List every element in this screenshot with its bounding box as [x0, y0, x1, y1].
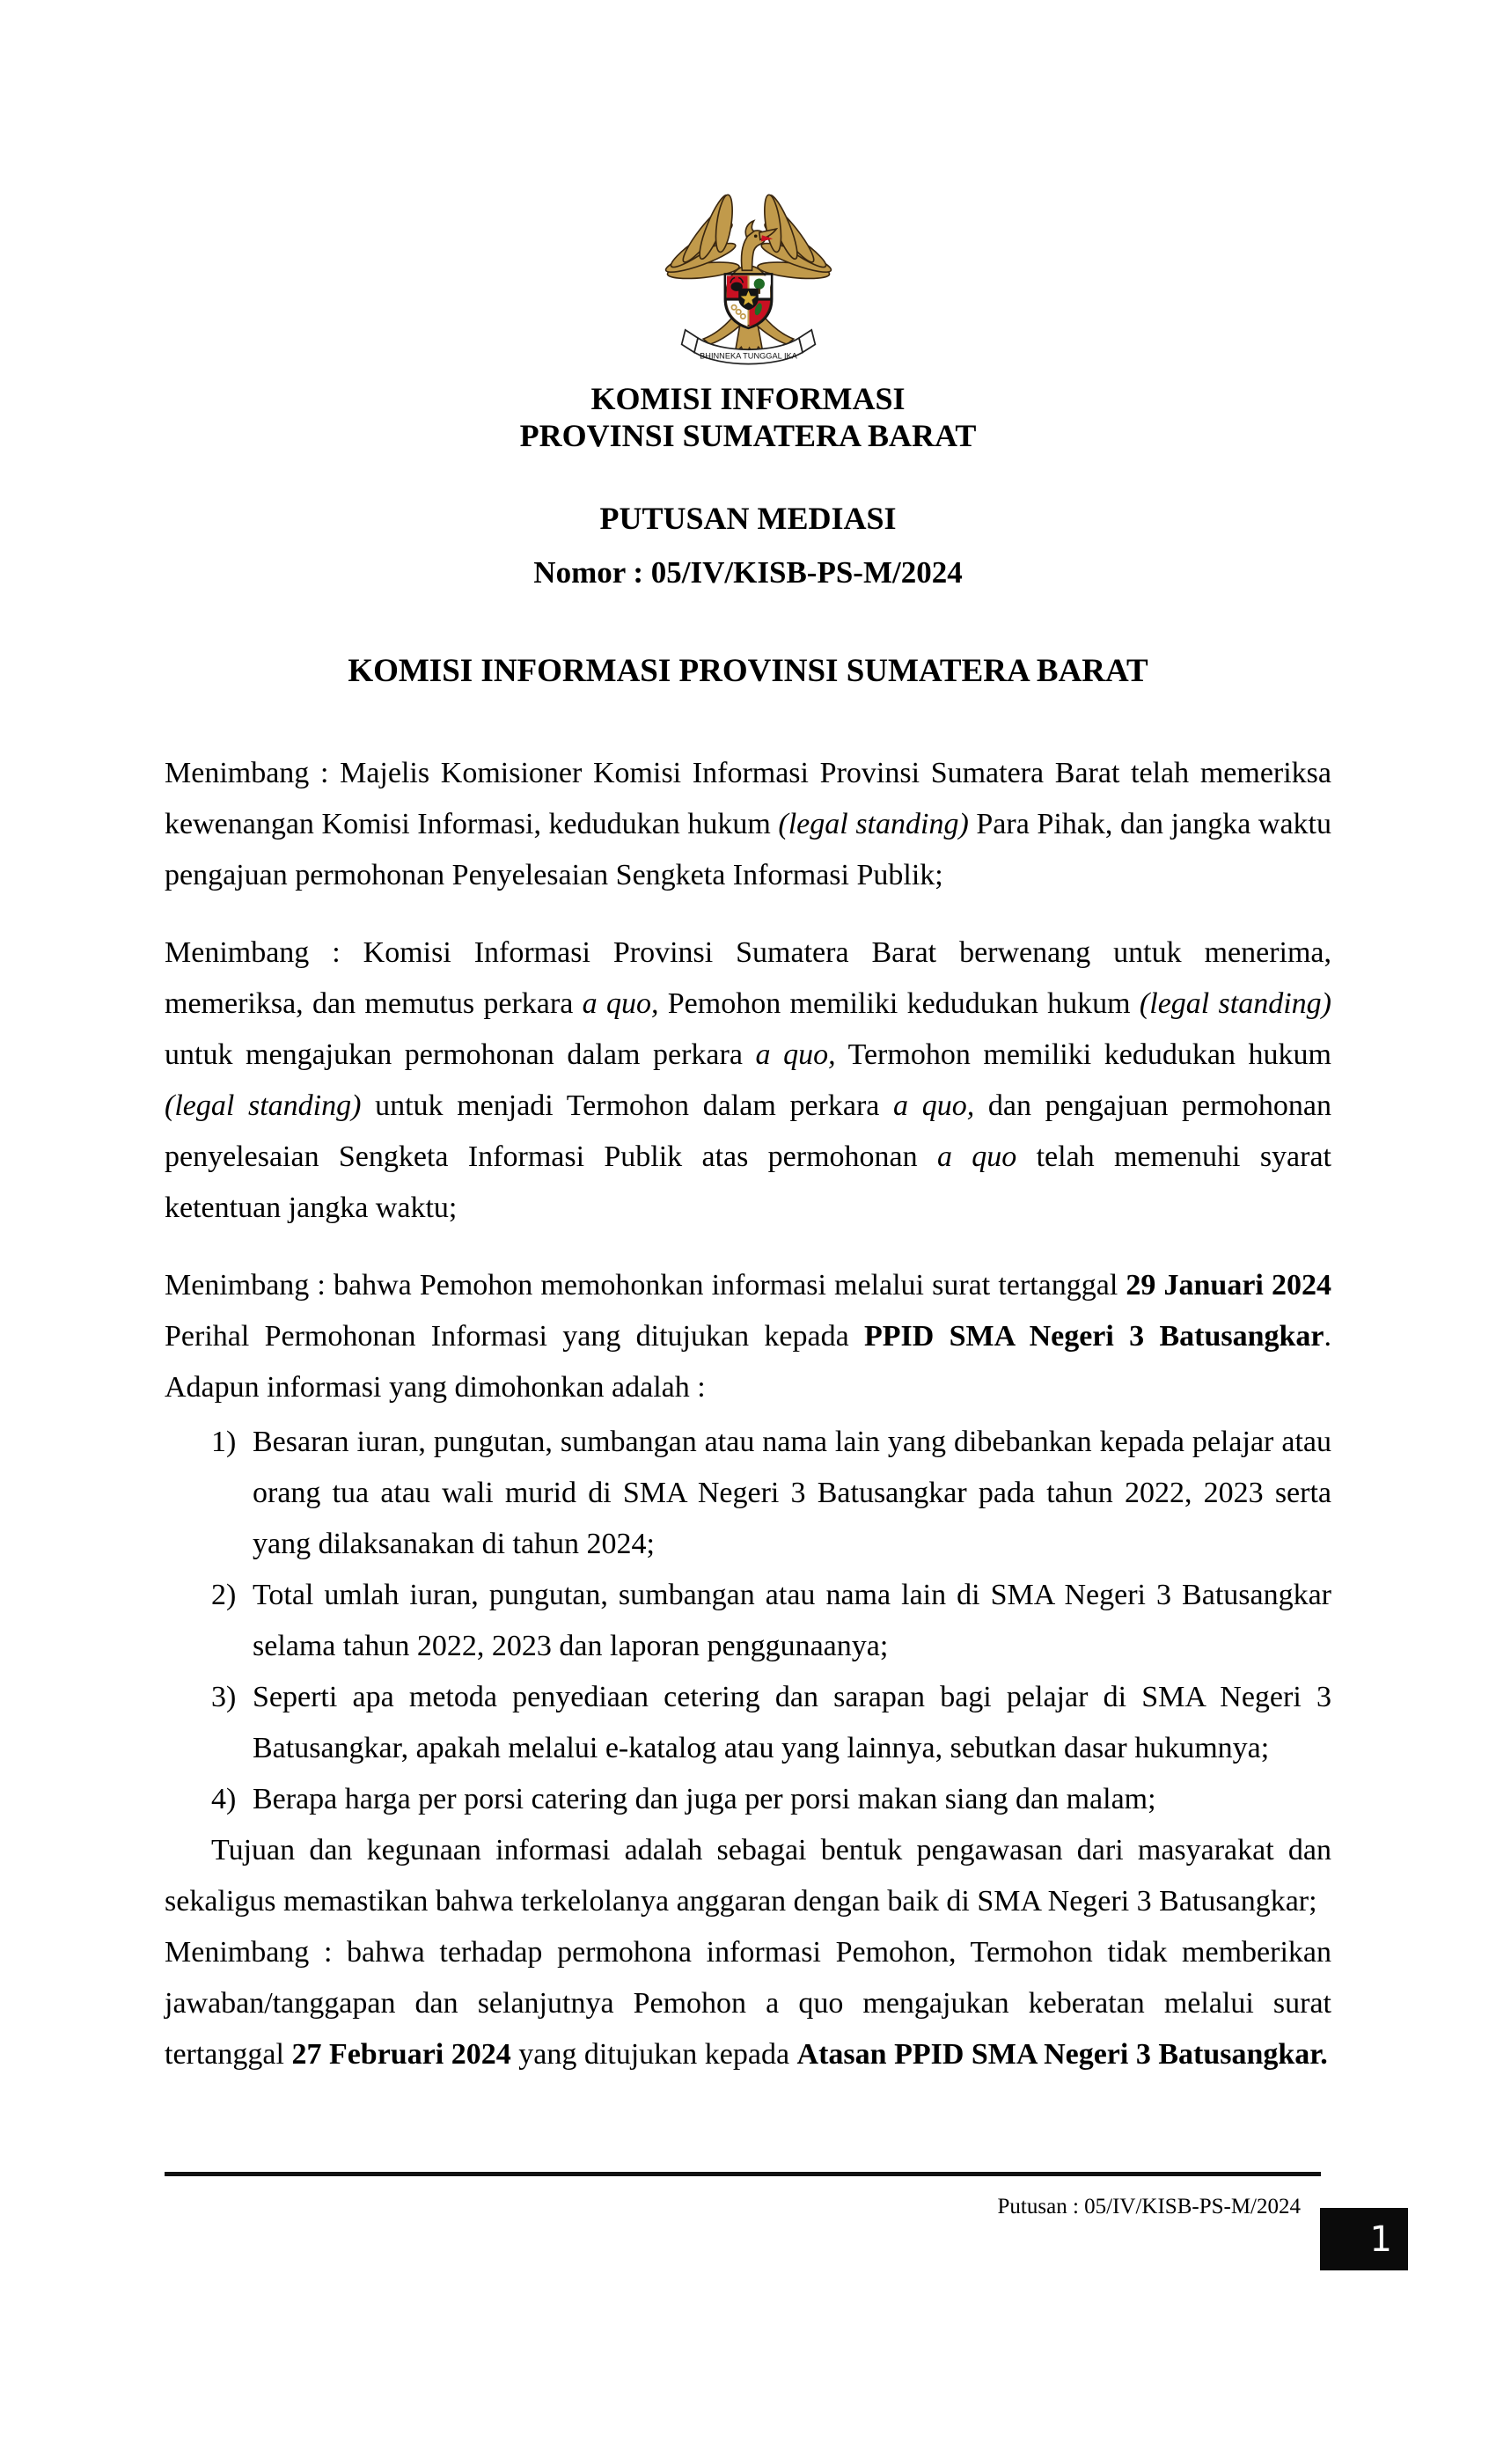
page-number-box	[1320, 2208, 1408, 2270]
footer-reference: Putusan : 05/IV/KISB-PS-M/2024	[997, 2195, 1301, 2218]
organization-name-line2: PROVINSI SUMATERA BARAT	[519, 418, 977, 453]
paragraph-menimbang-3: Menimbang : bahwa Pemohon memohonkan informasi melalui surat tertanggal 29 Januari 2024 Perihal Permohonan Informasi yang ditujukan kepada PPID SMA Negeri 3 Batusangkar. Adapun informasi yang dimohonkan adalah :	[165, 1269, 1332, 1404]
list-item-1-number: 1)	[211, 1426, 237, 1458]
list-item-3-text: Seperti apa metoda penyediaan cetering dan sarapan bagi pelajar di SMA Negeri 3 Batusangkar, apakah melalui e-katalog atau yang lainnya, sebutkan dasar hukumnya;	[253, 1681, 1331, 1764]
organization-name-line1: KOMISI INFORMASI	[590, 381, 906, 416]
list-item-1-text: Besaran iuran, pungutan, sumbangan atau nama lain yang dibebankan kepada pelajar atau orang tua atau wali murid di SMA Negeri 3 Batusangkar pada tahun 2022, 2023 serta yang dilaksanakan di tahun 2024;	[253, 1426, 1331, 1560]
paragraph-menimbang-2: Menimbang : Komisi Informasi Provinsi Sumatera Barat berwenang untuk menerima, memeriksa, dan memutus perkara a quo, Pemohon memiliki kedudukan hukum (legal standing) untuk mengajukan permohonan dalam perkara a quo, Termohon memiliki kedudukan hukum (legal standing) untuk menjadi Termohon dalam perkara a quo, dan pengajuan permohonan penyelesaian Sengketa Informasi Publik atas permohonan a quo telah memenuhi syarat ketentuan jangka waktu;	[165, 936, 1332, 1224]
list-item-2-text: Total umlah iuran, pungutan, sumbangan atau nama lain di SMA Negeri 3 Batusangkar selama tahun 2022, 2023 dan laporan penggunaanya;	[253, 1579, 1331, 1662]
footer-divider	[165, 2172, 1321, 2176]
paragraph-menimbang-4: Menimbang : bahwa terhadap permohona informasi Pemohon, Termohon tidak memberikan jawaban/tanggapan dan selanjutnya Pemohon a quo mengajukan keberatan melalui surat tertanggal 27 Februari 2024 yang ditujukan kepada Atasan PPID SMA Negeri 3 Batusangkar.	[165, 1936, 1331, 2071]
paragraph-tujuan: Tujuan dan kegunaan informasi adalah sebagai bentuk pengawasan dari masyarakat dan sekaligus memastikan bahwa terkelolanya anggaran dengan baik di SMA Negeri 3 Batusangkar;	[165, 1834, 1331, 1918]
document-title: PUTUSAN MEDIASI	[599, 501, 897, 536]
list-item-4-text: Berapa harga per porsi catering dan juga per porsi makan siang dan malam;	[253, 1783, 1156, 1815]
list-item-4	[165, 1774, 1331, 1825]
section-heading: KOMISI INFORMASI PROVINSI SUMATERA BARAT	[348, 653, 1148, 689]
document-content	[165, 0, 1331, 2080]
requested-information-list	[165, 1417, 1331, 1825]
list-item-2	[165, 1570, 1331, 1672]
organization-title	[165, 380, 1331, 454]
list-item-3	[165, 1672, 1331, 1774]
list-item-3-number: 3)	[211, 1681, 237, 1713]
paragraph-menimbang-1: Menimbang : Majelis Komisioner Komisi Informasi Provinsi Sumatera Barat telah memeriksa kewenangan Komisi Informasi, kedudukan hukum (legal standing) Para Pihak, dan jangka waktu pengajuan permohonan Penyelesaian Sengketa Informasi Publik;	[165, 757, 1331, 891]
document-number: Nomor : 05/IV/KISB-PS-M/2024	[533, 555, 963, 590]
page-number: 1	[1369, 2218, 1392, 2260]
list-item-2-number: 2)	[211, 1579, 237, 1611]
emblem-ribbon-text: BHINNEKA TUNGGAL IKA	[699, 351, 797, 361]
list-item-1	[165, 1417, 1331, 1570]
garuda-pancasila-icon	[658, 189, 839, 370]
garuda-pancasila-emblem	[658, 189, 839, 370]
list-item-4-number: 4)	[211, 1783, 237, 1815]
